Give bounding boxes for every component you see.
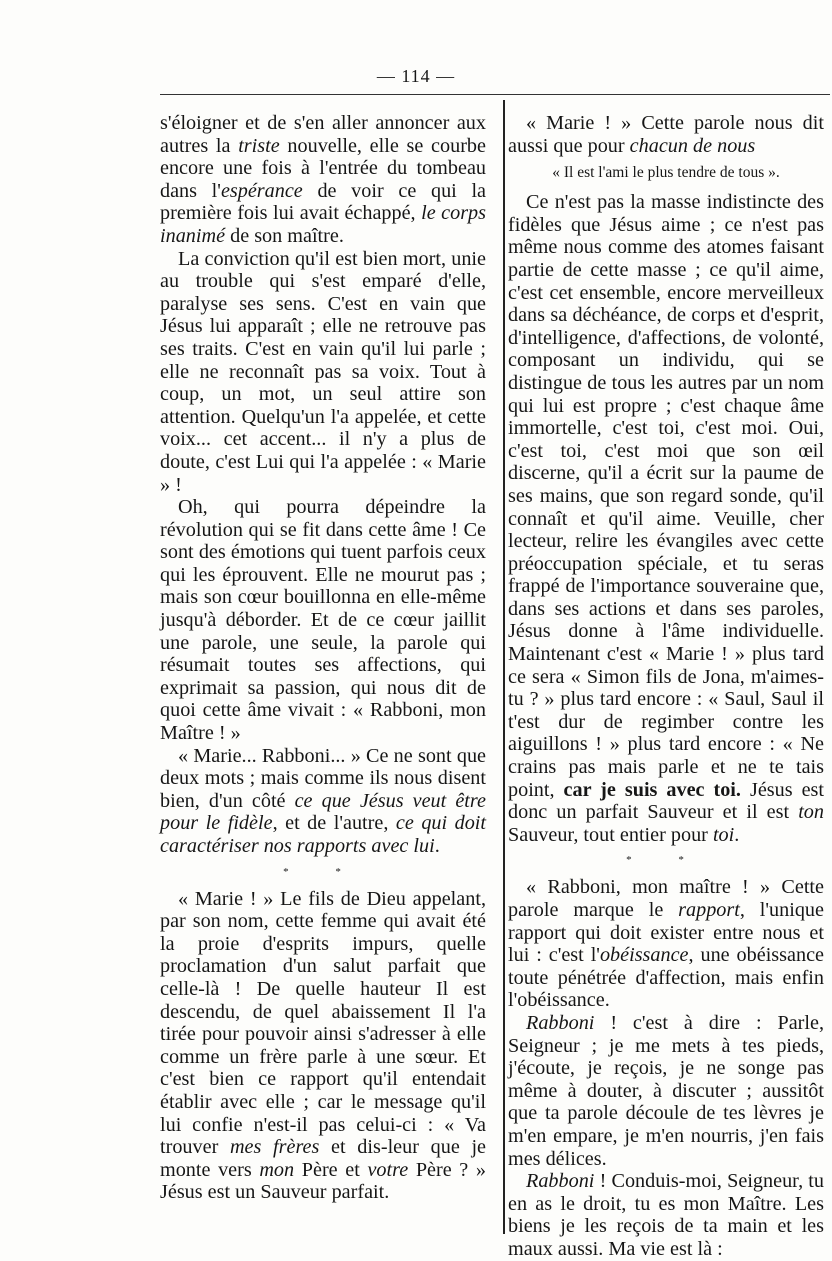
paragraph: Rabboni ! Conduis-moi, Seigneur, tu en as le droit, tu es mon Maître. Les biens je les reçois de ta main et les maux aussi. Ma vie est là : xyxy=(508,1170,824,1260)
paragraph: « Marie ! » Cette parole nous dit aussi que pour chacun de nous xyxy=(508,112,824,157)
left-column xyxy=(160,112,486,1204)
paragraph: La conviction qu'il est bien mort, unie au trouble qui s'est emparé d'elle, paralyse ses sens. C'est en vain que Jésus lui apparaît ; elle ne retrouve pas ses traits. C'est en vain qu'il lui parle ; elle ne reconnaît pas sa voix. Tout à coup, un mot, un seul attire son attention. Quelqu'un l'a appelée, et cette voix... cet accent... il n'y a plus de doute, c'est Lui qui l'a appelée : « Marie » ! xyxy=(160,247,486,496)
paragraph: Rabboni ! c'est à dire : Parle, Seigneur ; je me mets à tes pieds, j'écoute, je reçois, je ne songe pas même à douter, à discuter ; aussitôt que ta parole découle de tes lèvres je m'en empare, je m'en nourris, j'en fais mes délices. xyxy=(508,1011,824,1170)
paragraph: Oh, qui pourra dépeindre la révolution qui se fit dans cette âme ! Ce sont des émotions qui tuent parfois ceux qui les éprouvent. Elle ne mourut pas ; mais son cœur bouillonna en elle-même jusqu'à déborder. Et de ce cœur jaillit une parole, une seule, la parole qui résumait toutes ses affections, qui exprimait sa passion, qui nous dit de quoi cette âme vivait : « Rabboni, mon Maître ! » xyxy=(160,496,486,745)
paragraph: « Marie... Rabboni... » Ce ne sont que deux mots ; mais comme ils nous disent bien, d'un côté ce que Jésus veut être pour le fidèle, et de l'autre, ce qui doit caractériser nos rapports avec lui. xyxy=(160,744,487,857)
paragraph: « Marie ! » Le fils de Dieu appelant, par son nom, cette femme qui avait été la proie d'esprits impurs, quelle proclamation d'un salut parfait que celle-là ! De quelle hauteur Il est descendu, de quel abaissement Il l'a tirée pour pouvoir ainsi s'adresser à elle comme un frère parle à une sœur. Et c'est bien ce rapport qu'il entendait établir avec elle ; car le message qu'il lui confie n'est-il pas celui-ci : « Va trouver mes frères et dis-leur que je monte vers mon Père et votre Père ? » Jésus est un Sauveur parfait. xyxy=(160,887,487,1204)
page-number: — 114 — xyxy=(376,66,456,86)
paragraph: « Rabboni, mon maître ! » Cette parole marque le rapport, l'unique rapport qui doit exister entre nous et lui : c'est l'obéissance, une obéissance toute pénétrée d'affection, mais enfin l'obéissance. xyxy=(508,876,824,1012)
paragraph: s'éloigner et de s'en aller annoncer aux autres la triste nouvelle, elle se courbe encore une fois à l'entrée du tombeau dans l'espérance de voir ce qui la première fois lui avait échappé, le corps inanimé de son maître. xyxy=(160,112,487,247)
column-divider xyxy=(503,100,505,1234)
section-separator: * * xyxy=(283,865,363,878)
section-separator: * * xyxy=(626,854,706,867)
paragraph: Ce n'est pas la masse indistincte des fidèles que Jésus aime ; ce n'est pas même nous comme des atomes faisant partie de cette masse ; ce qu'il aime, c'est cet ensemble, encore merveilleux dans sa déchéance, de corps et d'esprit, d'intelligence, d'affections, de volonté, composant un individu, qui se distingue de tous les autres par un nom qui lui est propre ; c'est chaque âme immortelle, c'est toi, c'est moi. Oui, c'est toi, c'est moi que son œil discerne, qu'il a écrit sur la paume de ses mains, que son regard sonde, qu'il connaît et qu'il aime. Veuille, cher lecteur, relire les évangiles avec cette préoccupation spéciale, et tu seras frappé de l'importance souveraine que, dans ses actions et dans ses paroles, Jésus donne à l'âme individuelle. Maintenant c'est « Marie ! » plus tard ce sera « Simon fils de Jona, m'aimes-tu ? » plus tard encore : « Saul, Saul il t'est dur de regimber contre les aiguillons ! » plus tard encore : « Ne crains pas mais parle et ne te tais point, car je suis avec toi. Jésus est donc un parfait Sauveur et il est ton Sauveur, tout entier pour toi. xyxy=(508,191,824,846)
right-column xyxy=(508,112,824,1261)
pull-quote: « Il est l'ami le plus tendre de tous ». xyxy=(552,164,780,182)
header-rule xyxy=(160,94,830,95)
